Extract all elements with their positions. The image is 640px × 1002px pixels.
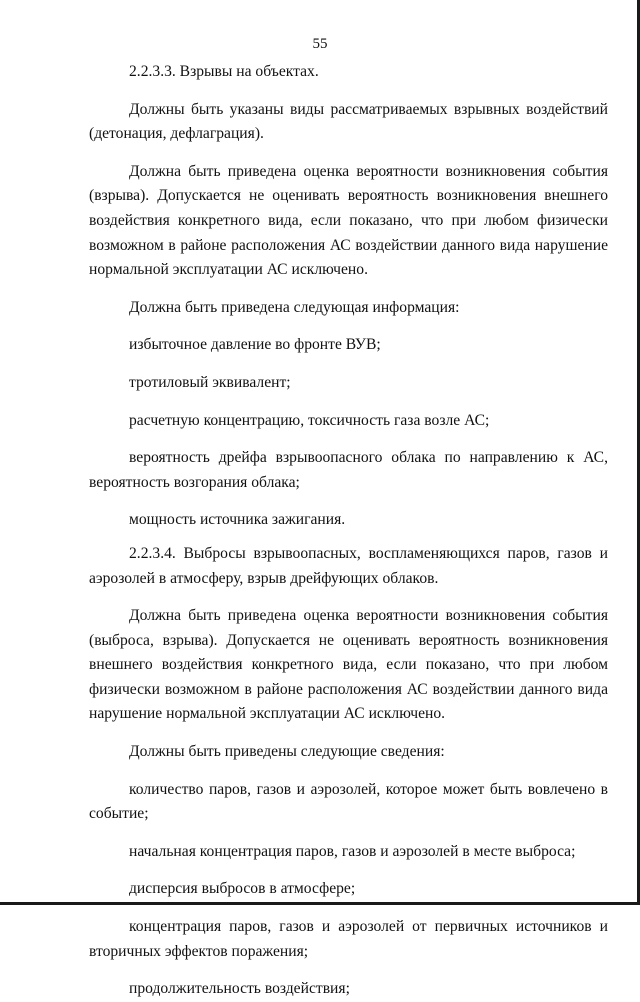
paragraph: Должны быть указаны виды рассматриваемых взрывных воздействий (детонация, дефлаграция). <box>89 100 608 143</box>
list-item: количество паров, газов и аэрозолей, которое может быть вовлечено в событие; <box>89 780 608 823</box>
paragraph: Должна быть приведена оценка вероятности возникновения события (взрыва). Допускается не оценивать вероятность возникновения внешнего воздействия конкретного вида, если показано, что при любом физически возможном в районе расположения АС воздействии данного вида нарушение нормальной эксплуатации АС исключено. <box>89 162 608 279</box>
list-item: вероятность дрейфа взрывоопасного облака по направлению к АС, вероятность возгорания облака; <box>89 449 608 491</box>
section-heading-2-2-3-4: 2.2.3.4. Выбросы взрывоопасных, воспламеняющихся паров, газов и аэрозолей в атмосферу, взрыв дрейфующих облаков. <box>89 544 608 587</box>
list-item: продолжительность воздействия; <box>129 980 350 998</box>
section-heading-2-2-3-3: 2.2.3.3. Взрывы на объектах. <box>129 63 319 80</box>
list-item: расчетную концентрацию, токсичность газа возле АС; <box>129 411 490 429</box>
paragraph: Должна быть приведена оценка вероятности возникновения события (выброса, взрыва). Допускается не оценивать вероятность возникновения внешнего воздействия конкретного вида, если показано, что при любом физически возможном в районе расположения АС воздействии данного вида нарушение нормальной эксплуатации АС исключено. <box>89 607 608 723</box>
page-number: 55 <box>312 36 328 52</box>
list-item: дисперсия выбросов в атмосфере; <box>129 880 356 898</box>
paragraph: Должна быть приведена следующая информация: <box>129 298 460 316</box>
list-item: мощность источника зажигания. <box>129 511 346 529</box>
list-item: концентрация паров, газов и аэрозолей от первичных источников и вторичных эффектов поражения; <box>89 918 608 960</box>
list-item: начальная концентрация паров, газов и аэрозолей в месте выброса; <box>129 842 576 860</box>
list-item: избыточное давление во фронте ВУВ; <box>129 336 381 354</box>
document-body <box>89 60 608 1002</box>
paragraph: Должны быть приведены следующие сведения: <box>129 743 445 761</box>
list-item: тротиловый эквивалент; <box>129 373 291 391</box>
